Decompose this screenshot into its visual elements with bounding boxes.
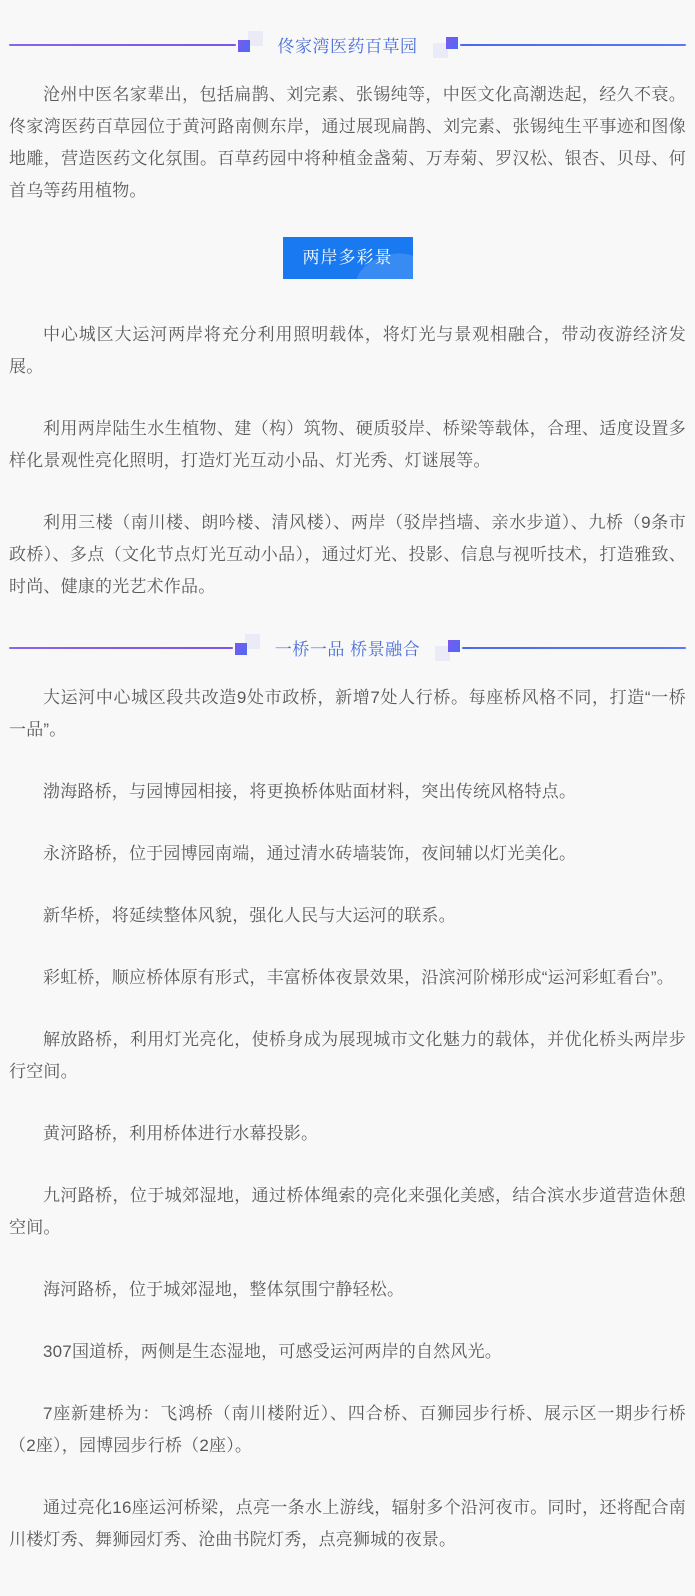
solid-square-icon: [235, 643, 247, 655]
paragraph-jiefang-bridge: 解放路桥，利用灯光亮化，使桥身成为展现城市文化魅力的载体，并优化桥头两岸步行空间。: [9, 1030, 686, 1081]
divider-line-left: [9, 647, 233, 649]
solid-square-icon: [238, 40, 250, 52]
paragraph-haihe-bridge: 海河路桥，位于城郊湿地，整体氛围宁静轻松。: [43, 1280, 405, 1299]
paragraph-xinhua-bridge: 新华桥，将延续整体风貌，强化人民与大运河的联系。: [43, 906, 456, 925]
paragraph-lighting-overview: 中心城区大运河两岸将充分利用照明载体，将灯光与景观相融合，带动夜游经济发展。: [9, 325, 686, 376]
paragraph-rainbow-bridge: 彩虹桥，顺应桥体原有形式，丰富桥体夜景效果，沿滨河阶梯形成“运河彩虹看台”。: [43, 968, 674, 987]
paragraph-bohai-bridge: 渤海路桥，与园博园相接，将更换桥体贴面材料，突出传统风格特点。: [43, 782, 577, 801]
divider-line-right: [460, 44, 687, 46]
deco-squares-right-icon: [435, 633, 462, 662]
paragraph-307-bridge: 307国道桥，两侧是生态湿地，可感受运河两岸的自然风光。: [43, 1342, 502, 1361]
section-title: 一桥一品 桥景融合: [274, 640, 421, 659]
paragraph-yongji-bridge: 永济路桥，位于园博园南端，通过清水砖墙装饰，夜间辅以灯光美化。: [43, 844, 577, 863]
light-square-icon: [248, 31, 263, 46]
deco-squares-left-icon: [233, 633, 260, 662]
section-header-herb-garden: [9, 30, 686, 59]
section-header-bridges: [9, 633, 686, 662]
deco-squares-left-icon: [236, 30, 263, 59]
solid-square-icon: [446, 37, 458, 49]
paragraph-night-view: 通过亮化16座运河桥梁，点亮一条水上游线，辐射多个沿河夜市。同时，还将配合南川楼灯秀、舞狮园灯秀、沧曲书院灯秀，点亮狮城的夜景。: [9, 1498, 686, 1549]
paragraph-bridges-overview: 大运河中心城区段共改造9处市政桥，新增7处人行桥。每座桥风格不同，打造“一桥一品”。: [9, 688, 686, 739]
paragraph-jiuhe-bridge: 九河路桥，位于城郊湿地，通过桥体绳索的亮化来强化美感，结合滨水步道营造休憩空间。: [9, 1186, 686, 1237]
solid-square-icon: [448, 640, 460, 652]
section-title: 佟家湾医药百草园: [277, 37, 418, 56]
paragraph-intro: 沧州中医名家辈出，包括扁鹊、刘完素、张锡纯等，中医文化高潮迭起，经久不衰。佟家湾医药百草园位于黄河路南侧东岸，通过展现扁鹊、刘完素、张锡纯生平事迹和图像地雕，营造医药文化氛围。百草药园中将种植金盏菊、万寿菊、罗汉松、银杏、贝母、何首乌等药用植物。: [9, 85, 686, 200]
divider-line-right: [462, 647, 686, 649]
paragraph-new-bridges: 7座新建桥为：飞鸿桥（南川楼附近）、四合桥、百狮园步行桥、展示区一期步行桥（2座），园博园步行桥（2座）。: [9, 1404, 686, 1455]
light-square-icon: [245, 634, 260, 649]
divider-line-left: [9, 44, 236, 46]
deco-squares-right-icon: [433, 30, 460, 59]
paragraph-huanghe-bridge: 黄河路桥，利用桥体进行水幕投影。: [43, 1124, 319, 1143]
paragraph-lighting-carriers: 利用两岸陆生水生植物、建（构）筑物、硬质驳岸、桥梁等载体，合理、适度设置多样化景观性亮化照明，打造灯光互动小品、灯光秀、灯谜展等。: [9, 419, 686, 470]
section-banner: 两岸多彩景: [283, 237, 413, 279]
paragraph-lighting-landmarks: 利用三楼（南川楼、朗吟楼、清风楼）、两岸（驳岸挡墙、亲水步道）、九桥（9条市政桥）、多点（文化节点灯光互动小品），通过灯光、投影、信息与视听技术，打造雅致、时尚、健康的光艺术作品。: [9, 513, 686, 596]
banner-row: [9, 237, 686, 279]
